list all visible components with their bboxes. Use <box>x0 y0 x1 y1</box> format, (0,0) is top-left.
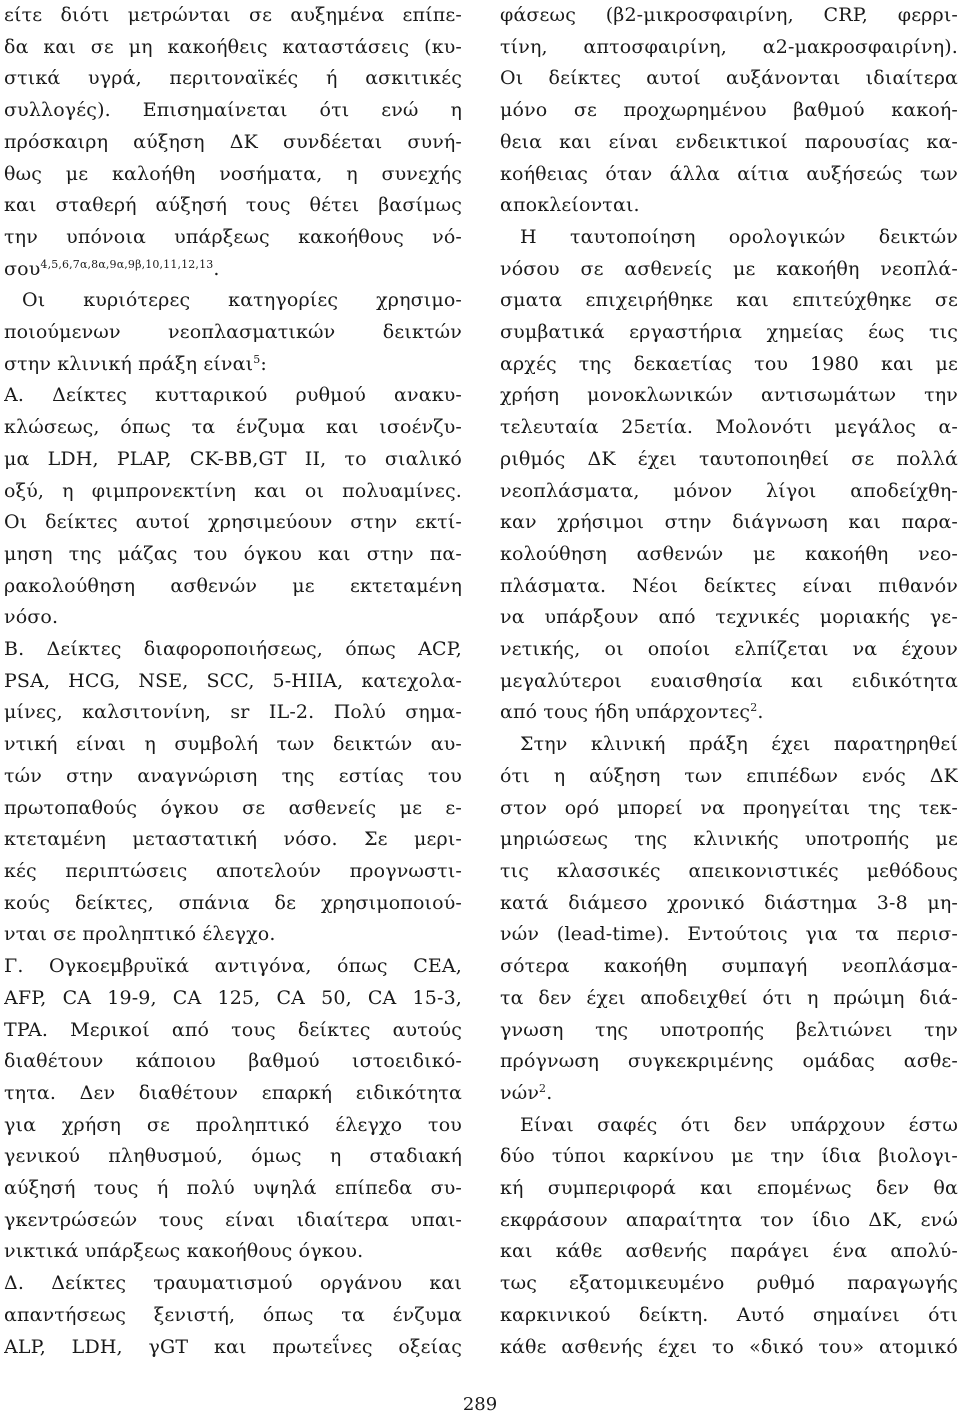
text-line: γενικού πληθυσμού, όμως η σταδιακή <box>4 1145 462 1168</box>
text-line: χρήση μονοκλωνικών αντισωμάτων την <box>500 384 958 407</box>
text-line: διαθέτουν κάποιου βαθμού ιστοειδικό- <box>4 1050 462 1073</box>
right-column <box>500 0 958 1363</box>
text-line: τις κλασσικές απεικονιστικές μεθόδους <box>500 859 958 882</box>
text-line: αρχές της δεκαετίας του 1980 και με <box>500 352 958 375</box>
text-line: μίνες, καλσιτονίνη, sr IL-2. Πολύ σημα- <box>4 701 462 724</box>
citation-superscript: 5 <box>253 352 261 366</box>
text-line: σματα επιχειρήθηκε και επιτεύχθηκε σε <box>500 289 958 312</box>
text-line: πλάσματα. Νέοι δείκτες είναι πιθανόν <box>500 574 958 597</box>
para-text: από τους ήδη υπάρχοντες <box>500 701 751 724</box>
text-line: πρόσκαιρη αύξηση ΔΚ συνδέεται συνή- <box>4 130 462 153</box>
left-column <box>4 0 462 1363</box>
text-line: οξύ, η φιμπρονεκτίνη και οι πολυαμίνες. <box>4 479 462 502</box>
reference-line <box>4 254 462 286</box>
text-line: κές περιπτώσεις αποτελούν προγνωστι- <box>4 859 462 882</box>
text-line: πρωτοπαθούς όγκου σε ασθενείς με ε- <box>4 796 462 819</box>
text-line: νεοπλάσματα, μόνον λίγοι αποδείχθη- <box>500 479 958 502</box>
text-line: καν χρήσιμοι στην διάγνωση και παρα- <box>500 511 958 534</box>
text-line: ποιούμενων νεοπλασματικών δεικτών <box>4 321 462 344</box>
para-text: νών <box>500 1081 540 1104</box>
text-line: ριθμός ΔΚ έχει ταυτοποιηθεί σε πολλά <box>500 447 958 470</box>
ref-word: σου <box>4 257 41 280</box>
intro-end: : <box>260 352 267 375</box>
text-line: κάθε ασθενής έχει το «δικό του» ατομικό <box>500 1335 958 1358</box>
text-line: Β. Δείκτες διαφοροποιήσεως, όπως ACP, <box>4 638 462 661</box>
para-last-line <box>500 697 958 729</box>
text-line: και σταθερή αύξησή τους θέτει βασίμως <box>4 194 462 217</box>
text-line: δα και σε μη κακοήθεις καταστάσεις (κυ- <box>4 35 462 58</box>
text-line: θως με καλοήθη νοσήματα, η συνεχής <box>4 162 462 185</box>
text-line: Α. Δείκτες κυτταρικού ρυθμού ανακυ- <box>4 384 462 407</box>
text-line: κλώσεως, όπως τα ένζυμα και ισοένζυ- <box>4 416 462 439</box>
citation-superscript: 4,5,6,7α,8α,9α,9β,10,11,12,13 <box>40 257 214 271</box>
intro-text: στην κλινική πράξη είναι <box>4 352 254 375</box>
intro-last-line <box>4 349 462 381</box>
text-line: πρόγνωση συγκεκριμένης ομάδας ασθε- <box>500 1050 958 1073</box>
text-line: κατά διάμεσο χρονικό διάστημα 3-8 μη- <box>500 891 958 914</box>
text-line: Στην κλινική πράξη έχει παρατηρηθεί <box>520 733 958 756</box>
text-line: Είναι σαφές ότι δεν υπάρχουν έστω <box>520 1113 958 1136</box>
text-line: νόσο. <box>4 606 59 629</box>
text-line: είτε διότι μετρώνται σε αυξημένα επίπε- <box>4 4 462 26</box>
text-line: TPA. Μερικοί από τους δείκτες αυτούς <box>4 1018 462 1041</box>
text-line: νόσου σε ασθενείς με κακοήθη νεοπλά- <box>500 257 958 280</box>
text-line: στον ορό μπορεί να προηγείται της τεκ- <box>500 796 958 819</box>
text-line: νται σε προληπτικό έλεγχο. <box>4 923 276 946</box>
text-line: νετικής, οι οποίοι ελπίζεται να έχουν <box>500 638 958 661</box>
ref-end: . <box>213 257 220 280</box>
text-line: καρκινικού δείκτη. Αυτό σημαίνει ότι <box>500 1303 958 1326</box>
text-line: τίνη, απτοσφαιρίνη, α2-μακροσφαιρίνη). <box>500 35 958 58</box>
citation-superscript: 2 <box>539 1081 547 1095</box>
text-line: την υπόνοια υπάρξεως κακοήθους νό- <box>4 225 462 248</box>
text-line: τών στην αναγνώριση της εστίας του <box>4 764 462 787</box>
page-number: 289 <box>462 1394 498 1415</box>
text-line: νικτικά υπάρξεως κακοήθους όγκου. <box>4 1240 364 1263</box>
text-line: Γ. Ογκοεμβρυϊκά αντιγόνα, όπως CEA, <box>4 955 462 978</box>
text-line: PSA, HCG, NSE, SCC, 5-HIIA, κατεχολα- <box>4 669 462 692</box>
text-line: τητα. Δεν διαθέτουν επαρκή ειδικότητα <box>4 1081 462 1104</box>
text-line: συμβατικά εργαστήρια χημείας έως τις <box>500 321 958 344</box>
text-line: αποκλείονται. <box>500 194 640 217</box>
text-line: Οι κυριότερες κατηγορίες χρησιμο- <box>22 289 462 312</box>
text-line: τως εξατομικευμένο ρυθμό παραγωγής <box>500 1272 958 1295</box>
text-line: ντική είναι η συμβολή των δεικτών αυ- <box>4 733 462 756</box>
text-line: κούς δείκτες, σπάνια δε χρησιμοποιού- <box>4 891 462 914</box>
para-end: . <box>546 1081 553 1104</box>
text-line: Δ. Δείκτες τραυματισμού οργάνου και <box>4 1272 462 1295</box>
text-line: θεια και είναι ενδεικτικοί παρουσίας κα- <box>500 130 958 153</box>
text-line: νών (lead-time). Εντούτοις για τα περισ- <box>500 923 958 946</box>
text-line: κολούθηση ασθενών με κακοήθη νεο- <box>500 542 958 565</box>
text-line: ότι η αύξηση των επιπέδων ενός ΔΚ <box>500 764 958 787</box>
text-line: γκεντρώσεών τους είναι ιδιαίτερα υπαι- <box>4 1208 462 1231</box>
text-line: κή συμπεριφορά και επομένως δεν θα <box>500 1177 958 1200</box>
text-line: AFP, CA 19-9, CA 125, CA 50, CA 15-3, <box>4 986 462 1009</box>
text-line: δύο τύποι καρκίνου με την ίδια βιολογι- <box>500 1145 958 1168</box>
text-line: Οι δείκτες αυτοί αυξάνονται ιδιαίτερα <box>500 67 958 90</box>
text-line: μηση της μάζας του όγκου και στην πα- <box>4 542 462 565</box>
text-line: μα LDH, PLAP, CK-BB,GT II, το σιαλικό <box>4 447 462 470</box>
text-line: σότερα κακοήθη συμπαγή νεοπλάσμα- <box>500 955 958 978</box>
text-line: ρακολούθηση ασθενών με εκτεταμένη <box>4 574 462 597</box>
text-line: μόνο σε προχωρημένου βαθμού κακοή- <box>500 99 958 122</box>
citation-superscript: 2 <box>750 701 758 715</box>
text-line: συλλογές). Επισημαίνεται ότι ενώ η <box>4 99 462 122</box>
text-line: αύξησή τους ή πολύ υψηλά επίπεδα συ- <box>4 1177 462 1200</box>
para-end: . <box>757 701 764 724</box>
text-line: για χρήση σε προληπτικό έλεγχο του <box>4 1113 462 1136</box>
text-line: μεγαλύτεροι ευαισθησία και ειδικότητα <box>500 669 958 692</box>
text-line: τα δεν έχει αποδειχθεί ότι η πρώιμη διά- <box>500 986 958 1009</box>
text-line: απαντήσεως ξενιστή, όπως τα ένζυμα <box>4 1303 462 1326</box>
text-line: φάσεως (β2-μικροσφαιρίνη, CRP, φερρι- <box>500 4 958 26</box>
text-line: τελευταία 25ετία. Μολονότι μεγάλος α- <box>500 416 958 439</box>
text-line: ALP, LDH, γGT και πρωτεΐνες οξείας <box>4 1335 462 1358</box>
text-line: γνωση της υποτροπής βελτιώνει την <box>500 1018 958 1041</box>
text-line: και κάθε ασθενής παράγει ένα απολύ- <box>500 1240 958 1263</box>
text-line: στικά υγρά, περιτοναϊκές ή ασκιτικές <box>4 67 462 90</box>
text-line: μηριώσεως της κλινικής υποτροπής με <box>500 828 958 851</box>
text-line: Οι δείκτες αυτοί χρησιμεύουν στην εκτί- <box>4 511 462 534</box>
text-line: κοήθειας όταν άλλα αίτια αυξήσεώς των <box>500 162 958 185</box>
para-last-line <box>500 1078 958 1110</box>
text-line: Η ταυτοποίηση ορολογικών δεικτών <box>520 225 958 248</box>
text-line: κτεταμένη μεταστατική νόσο. Σε μερι- <box>4 828 462 851</box>
text-line: να υπάρξουν από τεχνικές μοριακής γε- <box>500 606 958 629</box>
text-line: εκφράσουν απαραίτητα τον ίδιο ΔΚ, ενώ <box>500 1208 958 1231</box>
